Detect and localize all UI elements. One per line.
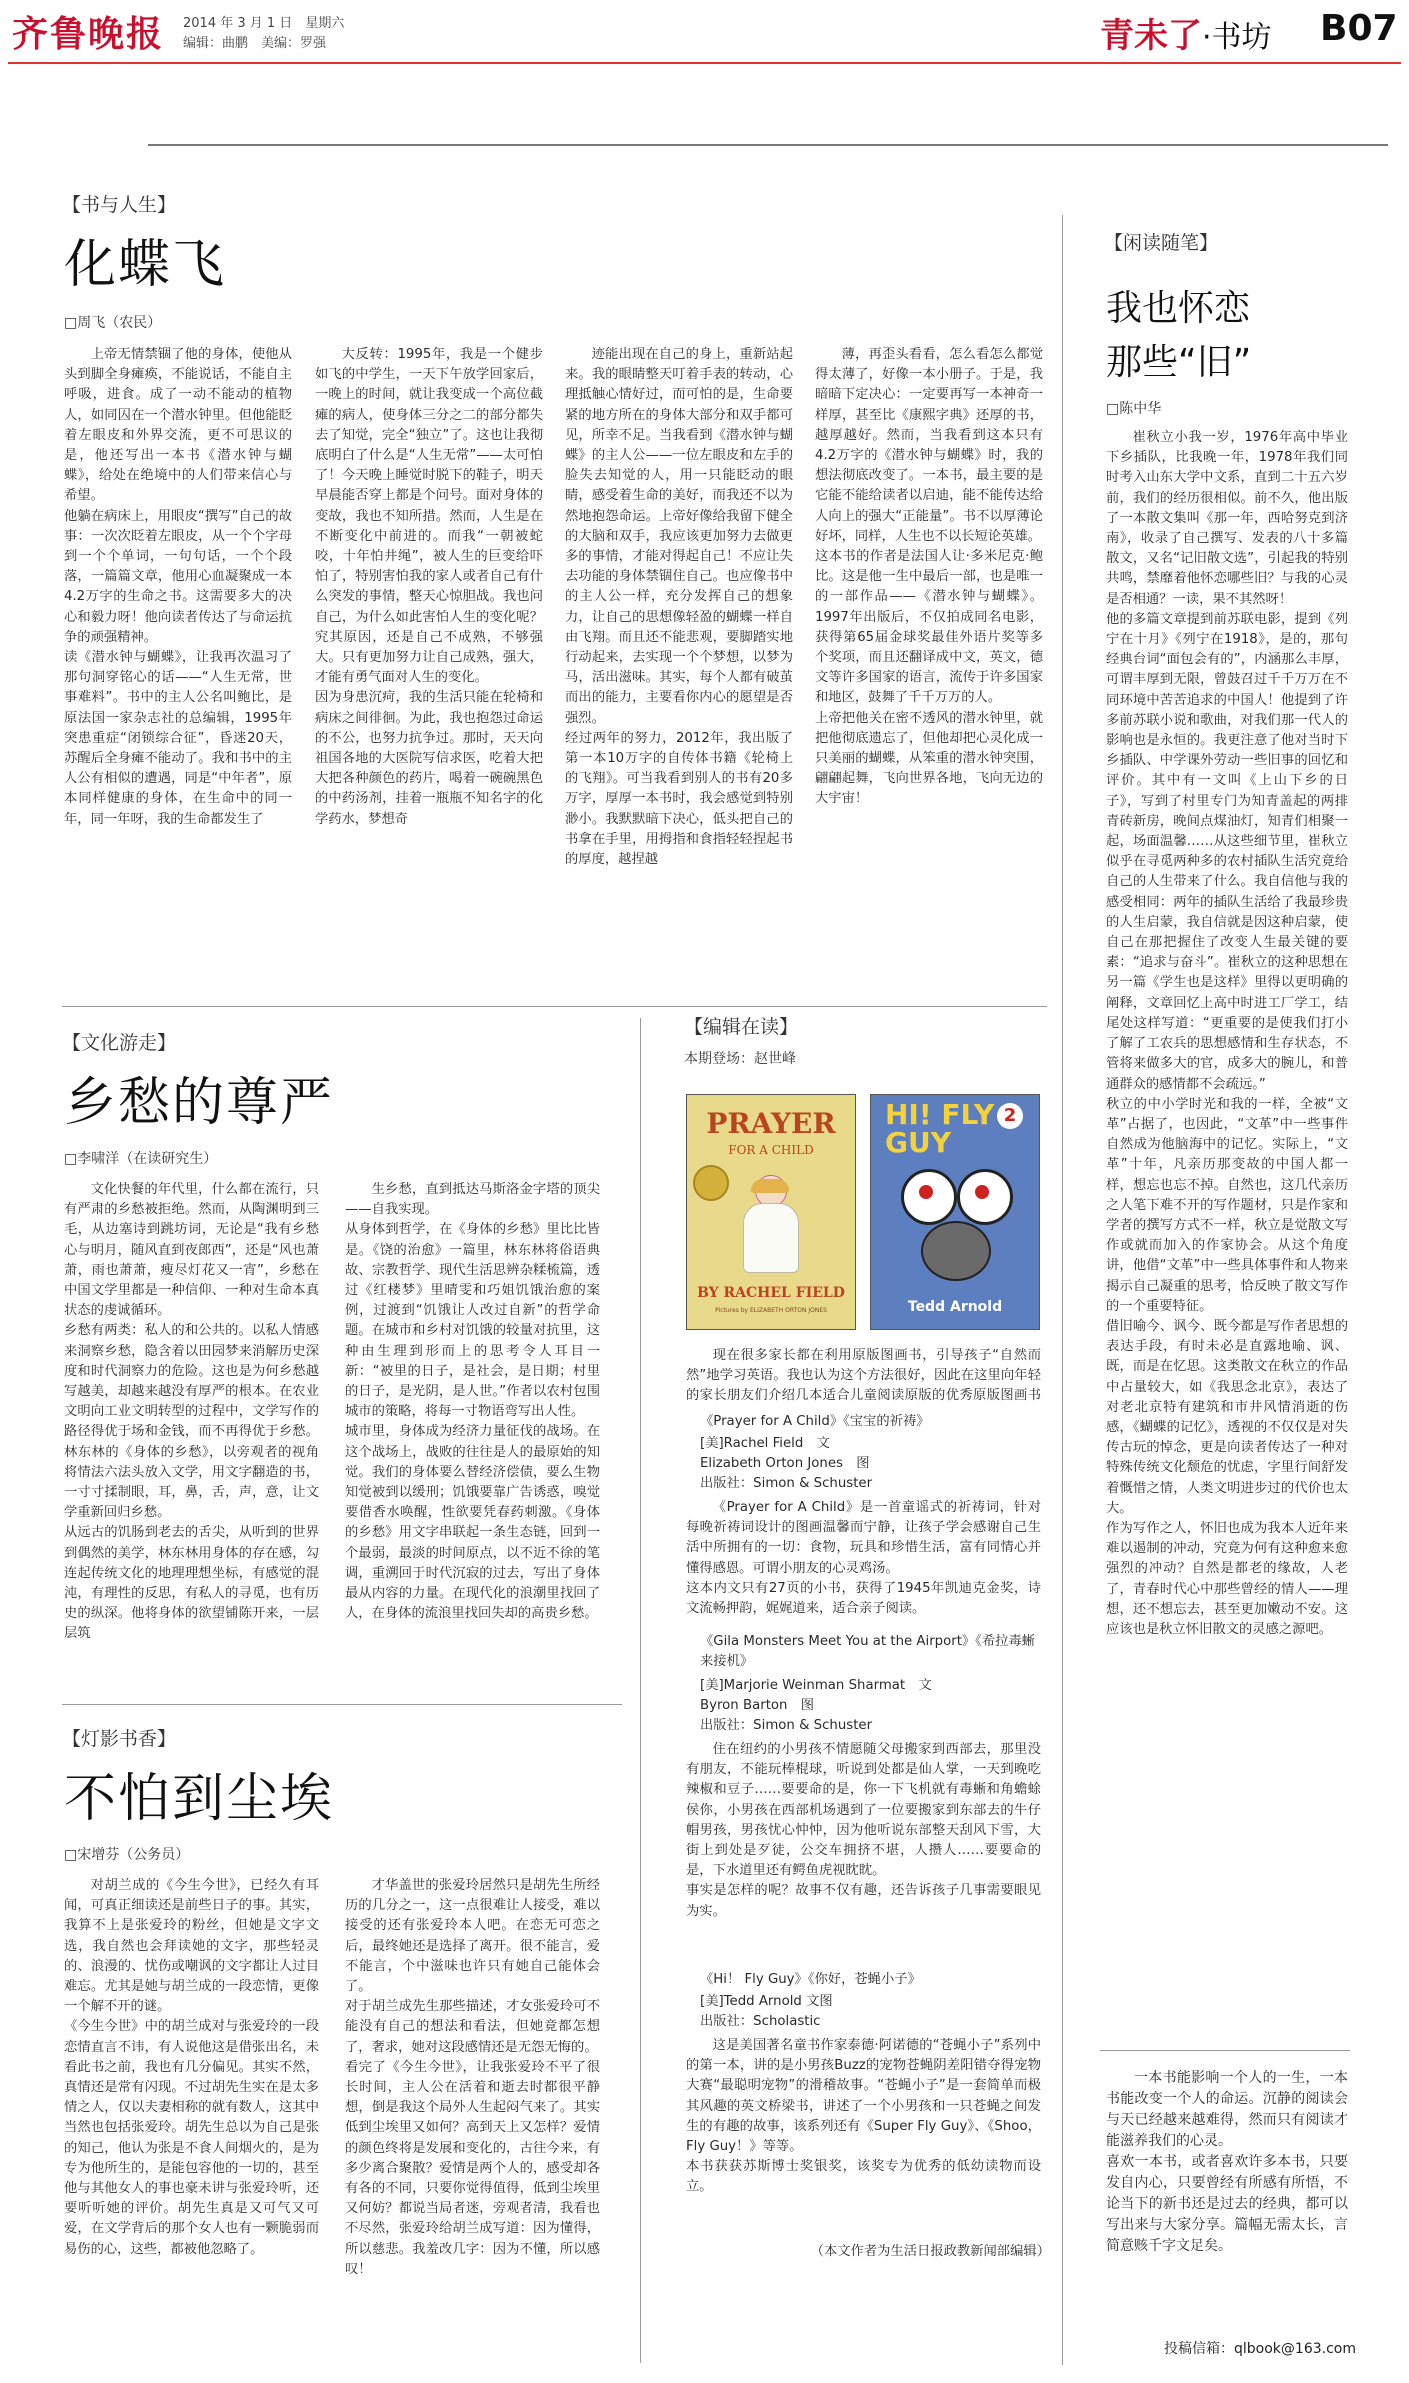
article1-author: □周飞（农民） [64, 315, 162, 331]
article3-title: 不怕到尘埃 [64, 1769, 335, 1829]
reading-motto: 一本书能影响一个人的一生，一本书能改变一个人的命运。沉静的阅读会与天已经越来越难得，然而只有阅读才能滋养我们的心灵。 喜欢一本书，或者喜欢许多本书，只要发自内心，只要曾经有所感有所悟，不论当下的新书还是过去的经典，都可以写出来与大家分享。篇幅无需太长，言简意赅千字文足矣。 [1106, 2070, 1348, 2254]
masthead-logo: 齐鲁晚报 [12, 13, 165, 55]
article2-col2: 生乡愁，直到抵达马斯洛金字塔的顶尖——自我实现。 从身体到哲学，在《身体的乡愁》里比比皆是。《饶的治愈》一篇里，林东林将俗语典故、宗教哲学、现代生活思辨杂糅梳篇，透过《红楼梦》里晴雯和巧姐饥饿治愈的案例，过渡到“饥饿让人改过自新”的哲学命题。在城市和乡村对饥饿的较量对抗里，这种由生理到形而上的思考令人耳目一新：“被里的日子，是社会，是日期；村里的日子，是光阴，是人世。”作者以农村包围城市的策略，将每一寸物语弯写出人性。 城市里，身体成为经济力量征伐的战场。在这个战场上，战败的往往是人的最原始的知觉。我们的身体要么替经济偿债，要么生物知觉被到以缓刑；饥饿要靠广告诱惑，嗅觉要借香水唤醒，性欲要凭春药刺激。《身体的乡愁》用文字串联起一条生态链，回到一个最弱，最淡的时间原点，以不近不徐的笔调，重溯回于时代沉寂的过去，写出了身体最从内容的力量。在现代化的浪潮里找回了人，在身体的流浪里找回失却的高贵乡愁。 [345, 1182, 600, 1622]
header-divider [8, 62, 1401, 64]
article4-title-line2: 那些“旧” [1106, 342, 1252, 383]
article5-note: （本文作者为生活日报政教新闻部编辑） [810, 2244, 1050, 2259]
book3-title: 《Hi！ Fly Guy》《你好，苍蝇小子》 [700, 1972, 921, 1987]
article2-tag: 【文化游走】 [62, 1032, 177, 1054]
book2-cover-title: HI! FLY GUY [885, 1098, 995, 1159]
article5-byline: 本期登场：赵世峰 [684, 1051, 796, 1067]
book2-cover-author: Tedd Arnold [907, 1299, 1003, 1315]
submission-contact [1106, 2338, 1356, 2358]
article2-divider [62, 1704, 622, 1705]
book-cover-fly-guy [870, 1094, 1040, 1330]
article3-author: □宋增芬（公务员） [64, 1847, 190, 1863]
child-praying-illustration [737, 1175, 803, 1271]
header-editors: 编辑：曲鹏 美编：罗强 [183, 36, 327, 51]
book-cover-prayer [686, 1094, 856, 1330]
article3-col2: 才华盖世的张爱玲居然只是胡先生所经历的几分之一，这一点很难让人接受，难以接受的还有张爱玲本人吧。在恋无可恋之后，最终她还是选择了离开。很不能言，爱不能言，个中滋味也许只有她自己能体会了。 对于胡兰成先生那些描述，才女张爱玲可不能没有自己的想法和看法，但她竟都怎想了，奢求，她对这段感情还是无怨无悔的。 看完了《今生今世》，让我张爱玲不平了很长时间，主人公在活着和逝去时都很平静想，倒是我这个局外人生起闷气来了。其实低到尘埃里又如何？高到天上又怎样？爱情的颜色终将是发展和变化的，古往今来，有多少离合聚散？爱情是两个人的，感受却各有各的不同，只要你觉得值得，低到尘埃里又何妨？都说当局者迷，旁观者清，我看也不尽然，张爱玲给胡兰成写道：因为懂得，所以慈悲。我羞改几字：因为不懂，所以感叹！ [345, 1878, 600, 2277]
right-column-divider [1062, 215, 1063, 2365]
header-subdivider [148, 144, 1388, 146]
editor-column-divider [640, 1018, 641, 2363]
weekday: 星期六 [305, 16, 345, 31]
book2-title: 《Gila Monsters Meet You at the Airport》《希拉毒蜥来接机》 [700, 1634, 1036, 1670]
article2-col1: 文化快餐的年代里，什么都在流行，只有严肃的乡愁被拒绝。然而，从陶渊明到三毛，从边塞诗到跳坊词，无论是“我有乡愁心与明月，随风直到夜郎西”，还是“风也萧萧，雨也萧萧，瘦尽灯花又一宵”，乡愁在中国文学里都是一种信仰、一种对生命本真状态的虔诚循环。 乡愁有两类：私人的和公共的。以私人情感来洞察乡愁，隐含着以田园梦来消解历史深度和时代洞察力的危险。这也是为何乡愁越写越美，却越来越没有厚严的根本。在农业文明向工业文明转型的过程中，文学写作的路径得优于场和金钱，而不再得优于乡愁。林东林的《身体的乡愁》，以旁观者的视角将情法六法头放入文学，用文字翻造的书，一寸寸揉制眼，耳，鼻，舌，声，意，让文学重新回归乡愁。 从远古的饥肠到老去的舌尖，从听到的世界到偶然的美学，林东林用身体的存在感，勾连起传统文化的地理理想坐标，有感觉的混沌，有理性的反思，有私人的寻觅，也有历史的纵深。他将身体的欲望铺陈开来，一层层筑 [64, 1182, 319, 1642]
article3-tag: 【灯影书香】 [62, 1728, 177, 1750]
article3-col1: 对胡兰成的《今生今世》，已经久有耳闻，可真正细读还是前些日子的事。其实，我算不上是张爱玲的粉丝，但她是文字文选，我自然也会拜读她的文字，那些轻灵的、浪漫的、忧伤或嘲讽的文字都让人过目难忘。尤其是她与胡兰成的一段恋情，更像一个解不开的谜。 《今生今世》中的胡兰成对与张爱玲的一段恋情直言不讳，有人说他这是借张出名，未看此书之前，我也有几分偏见。其实不然，真情还是常有闪现。不过胡先生实在是太多情之人，仅以夫妻相称的就有数人，这其中当然也包括张爱玲。胡先生总以为自己是张的知己，他认为张是不食人间烟火的，是为专为他所生的，是能包容他的一切的，甚至他与其他女人的事也豪未讲与张爱玲听，还要听听她的评价。胡先生真是又可气又可爱，在文学背后的那个女人也有一颗脆弱而易伤的心，这些，都被他忽略了。 [64, 1878, 319, 2257]
article1-col1: 上帝无情禁锢了他的身体，使他从头到脚全身瘫痪，不能说话，不能自主呼吸，进食。成了一动不能动的植物人，如同囚在一个潜水钟里。但他能眨着左眼皮和外界交流，更不可思议的是，他还写出一本书《潜水钟与蝴蝶》，给处在绝境中的人们带来信心与希望。 他躺在病床上，用眼皮“撰写”自己的故事：一次次眨着左眼皮，从一个个字母到一个个单词，一句句话，一个个段落，一篇篇文章，他用心血凝聚成一本4.2万字的生命之书。这需要多大的决心和毅力呀！他向读者传达了与命运抗争的顽强精神。 读《潜水钟与蝴蝶》，让我再次温习了那句洞穿铭心的话——“人生无常，世事难料”。书中的主人公名叫鲍比，是原法国一家杂志社的总编辑，1995年突患重症“闭锁综合征”，昏迷20天，苏醒后全身瘫不能动了。我和书中的主人公有相似的遭遇，同是“中年者”，原本同样健康的身体，在生命中的同一年，同一年呀，我的生命都发生了 [64, 347, 292, 827]
submission-email[interactable]: qlbook@163.com [1234, 2341, 1356, 2357]
article4-body: 崔秋立小我一岁，1976年高中毕业下乡插队，比我晚一年，1978年我们同时考入山东大学中文系，直到二十五六岁前，我们的经历很相似。前不久，他出版了一本散文集叫《那一年，西哈努克到济南》，收录了自己撰写、发表的八十多篇散文，又名“记旧散文选”，引起我的特别共鸣，禁靡着他怀恋哪些旧？与我的心灵是否相通？一读，果不其然呀！ 他的多篇文章提到前苏联电影，提到《列宁在十月》《列宁在1918》，是的，那句经典台词“面包会有的”，内涵那么丰厚，可谓丰厚到无限，曾鼓召过千千万万在不同环境中苦苦追求的中国人！他提到了许多前苏联小说和歌曲，对我们那一代人的影响也是永恒的。我更注意了他对当时下乡插队、中学课外劳动一些旧事的回忆和评价。其中有一文叫《上山下乡的日子》，写到了村里专门为知青盖起的两排青砖新房，晚间点煤油灯，知青们相聚一起，场面温馨……从这些细节里，崔秋立似乎在寻觅两种多的农村插队生活究竟给自己的人生带来了什么。我自信他与我的感受相同：两年的插队生活给了我最珍贵的人生启蒙，我自信就是因这种启蒙，使自己在那把握住了改变人生最关键的要素：“追求与奋斗”。崔秋立的这种思想在另一篇《学生也是这样》里得以更明确的阐释，文章回忆上高中时进工厂学工，结尾处这样写道：“更重要的是使我们打小了解了工农兵的思想感情和生存状态，不管将来做多大的官，成多大的腕儿，和普通群众的感情都不会疏远。” 秋立的中小学时光和我的一样，全被“文革”占据了，也因此，“文革”中一些事件自然成为他脑海中的记忆。实际上，“文革”十年，凡亲历那变故的中国人都一样，想忘也忘不掉。自然也，这几代亲历之人笔下难不开的写作题材，只是作家和学者的撰写方式不一样，秋立是觉散文写作或就而加入的作家协会。从这个角度讲，他借“文革”中一些具体事件和人物来揭示自己凝重的思考，恰反映了散文写作的一个重要特征。 借旧喻今、讽今、既今都是写作者思想的表达手段，有时未必是直露地喻、讽、既，而是在忆思。这类散文在秋立的作品中占量较大，如《我思念北京》，表达了对老北京特有建筑和市井风情消逝的伤感，《蝴蝶的记忆》，透视的不仅仅是对失传古玩的悼念，更是向读者传达了一种对特殊传统文化颓危的忧虑，字里行间舒发着慨惜之情，人类文明进步过的代价也太大。 作为写作之人，怀旧也成为我本人近年来难以遏制的冲动，究竟为何有这种愈来愈强烈的冲动？自然是都老的缘故，人老了，青春时代心中那些曾经的情人——理想，还不想忘去，甚至更加嫩动不安。这应该也是秋立怀旧散文的灵感之源吧。 [1106, 430, 1348, 1637]
book1-title: 《Prayer for A Child》《宝宝的祈祷》 [700, 1414, 930, 1429]
article4-tag: 【闲读随笔】 [1104, 232, 1219, 254]
book1-credits: [美]Rachel Field 文 Elizabeth Orton Jones 图 出版社：Simon & Schuster [700, 1436, 873, 1492]
article1-col3: 迹能出现在自己的身上，重新站起来。我的眼睛整天叮着手表的转动，心理抵触心情好过，而可怕的是，生命要紧的地方所在的身体大部分和双手都可见，所幸不足。当我看到《潜水钟与蝴蝶》的主人公——一位左眼皮和左手的脸失去知觉的人，用一只能眨动的眼睛，感受着生命的美好，而我还不以为然地抱怨命运。上帝好像给我留下健全的大脑和双手，我应该更加努力去做更多的事情，才能对得起自己！不应让失去功能的身体禁锢住自己。也应像书中的主人公一样，充分发挥自己的想象力，让自己的思想像轻盈的蝴蝶一样自由飞翔。而且还不能悲观，要脚踏实地行动起来，去实现一个个梦想，以梦为马，活出滋味。其实，每个人都有破茧而出的能力，主要看你内心的愿望是否强烈。 经过两年的努力，2012年，我出版了第一本10万字的自传体书籍《轮椅上的飞翔》。可当我看到别人的书有20多万字，厚厚一本书时，我会感觉到特别渺小。我默默暗下决心，低头把自己的书拿在手里，用拇指和食指轻轻捏起书的厚度，越捏越 [565, 347, 793, 868]
article1-col2: 大反转：1995年，我是一个健步如飞的中学生，一天下午放学回家后，一晚上的时间，就让我变成一个高位截瘫的病人，使身体三分之二的部分都失去了知觉，完全“独立”了。这也让我彻底明白了什么是“人生无常”——太可怕了！今天晚上睡觉时脱下的鞋子，明天早晨能否穿上都是个问号。面对身体的变故，我也不知所措。然而，人生是在不断变化中前进的。而我“一朝被蛇咬，十年怕井绳”，被人生的巨变给吓怕了，特别害怕我的家人或者自己有什么突发的事情，整天心惊胆战。我也问自己，为什么如此害怕人生的变化呢？究其原因，还是自己不成熟，不够强大。只有更加努力让自己成熟，强大，才能有勇气面对人生的变化。 因为身患沉疴，我的生活只能在轮椅和病床之间徘徊。为此，我也抱怨过命运的不公，也努力抗争过。那时，天天向祖国各地的大医院写信求医，吃着大把大把各种颜色的药片，喝着一碗碗黑色的中药汤剂，挂着一瓶瓶不知名字的化学药水，梦想奇 [315, 347, 543, 827]
book1-cover-credit: Pictures by ELIZABETH ORTON JONES [715, 1307, 827, 1314]
article5-intro: 现在很多家长都在利用原版图画书，引导孩子“自然而然”地学习英语。我也认为这个方法很好，因此在这里向年轻的家长朋友们介绍几本适合儿童阅读原版的优秀原版图画书 [686, 1348, 1041, 1404]
book3-credits: [美]Tedd Arnold 文图 出版社：Scholastic [700, 1994, 833, 2030]
date: 2014 年 3 月 1 日 [183, 16, 293, 31]
article4-title-line1: 我也怀恋 [1106, 288, 1251, 329]
header-date [183, 12, 344, 31]
article5-tag: 【编辑在读】 [684, 1016, 799, 1038]
section-title: 青未了 [1100, 16, 1202, 56]
contact-label: 投稿信箱： [1164, 2341, 1235, 2357]
article1-title: 化蝶飞 [64, 235, 227, 295]
book2-credits: [美]Marjorie Weinman Sharmat 文 Byron Barton 图 出版社：Simon & Schuster [700, 1678, 932, 1734]
page-number: B07 [1320, 8, 1398, 49]
book3-description: 这是美国著名童书作家泰德·阿诺德的“苍蝇小子”系列中的第一本，讲的是小男孩Buzz的宠物苍蝇阴差阳错夺得宠物大赛“最聪明宠物”的滑稽故事。“苍蝇小子”是一套简单而极其风趣的英文桥梁书，讲述了一个小男孩和一只苍蝇之间发生的有趣的故事，该系列还有《Super Fly Guy》、《Shoo，Fly Guy！》等等。 本书获获苏斯博士奖银奖，该奖专为优秀的低幼读物而设立。 [686, 2038, 1041, 2195]
article2-author: □李啸洋（在读研究生） [64, 1151, 218, 1167]
article1-tag: 【书与人生】 [62, 194, 177, 216]
book2-description: 住在纽约的小男孩不情愿随父母搬家到西部去，那里没有朋友，不能玩棒棍球，听说到处都是仙人掌，一天到晚吃辣椒和豆子……要要命的是，你一下飞机就有毒蜥和角蟾蜍侯你，小男孩在西部机场遇到了一位要搬家到东部去的牛仔帽男孩，男孩忧心忡忡，因为他听说东部整天刮风下雪，大街上到处是歹徒，公交车拥挤不堪，人攒人……要要命的是，下水道里还有鳄鱼虎视眈眈。 事实是怎样的呢？故事不仅有趣，还告诉孩子几事需要眼见为实。 [686, 1742, 1041, 1919]
book1-cover-sub: FOR A CHILD [728, 1143, 814, 1157]
motto-divider [1100, 2050, 1350, 2051]
article1-divider [62, 1006, 1047, 1007]
section-name [1100, 8, 1272, 57]
book1-cover-title: PRAYER [706, 1107, 836, 1140]
article4-author: □陈中华 [1106, 401, 1162, 417]
book1-description: 《Prayer for A Child》是一首童谣式的祈祷词，针对每晚祈祷词设计的图画温馨而宁静，让孩子学会感谢自己生活中所拥有的一切：食物，玩具和珍惜生活，富有同情心并懂得感恩。可谓小朋友的心灵鸡汤。 这本内文只有27页的小书，获得了1945年凯迪克金奖，诗文流畅押韵，娓娓道来，适合亲子阅读。 [686, 1500, 1041, 1617]
subsection-title: ·书坊 [1202, 20, 1272, 55]
book1-cover-seal [693, 1165, 729, 1201]
fly-guy-illustration [891, 1165, 1019, 1285]
series-number-badge: 2 [997, 1103, 1023, 1129]
book1-cover-author: BY RACHEL FIELD [697, 1285, 845, 1301]
article1-col4: 薄，再歪头看看，怎么看怎么都觉得太薄了，好像一本小册子。于是，我暗暗下定决心：一定要再写一本神奇一样厚，甚至比《康熙字典》还厚的书，越厚越好。然而，当我看到这本只有4.2万字的《潜水钟与蝴蝶》时，我的想法彻底改变了。一本书，最主要的是它能不能给读者以启迪，能不能传达给人向上的强大“正能量”。书不以厚薄论好坏，同样，人生也不以长短论英雄。 这本书的作者是法国人让·多米尼克·鲍比。这是他一生中最后一部，也是唯一的一部作品——《潜水钟与蝴蝶》。1997年出版后，不仅拍成同名电影，获得第65届金球奖最佳外语片奖等多个奖项，而且还翻译成中文，英文，德文等许多国家的语言，流传于许多国家和地区，鼓舞了千千万万的人。 上帝把他关在密不透风的潜水钟里，就把他彻底遗忘了，但他却把心灵化成一只美丽的蝴蝶，从笨重的潜水钟突围，翩翩起舞，飞向世界各地，飞向无边的大宇宙！ [815, 347, 1043, 807]
article2-title: 乡愁的尊严 [64, 1073, 335, 1133]
